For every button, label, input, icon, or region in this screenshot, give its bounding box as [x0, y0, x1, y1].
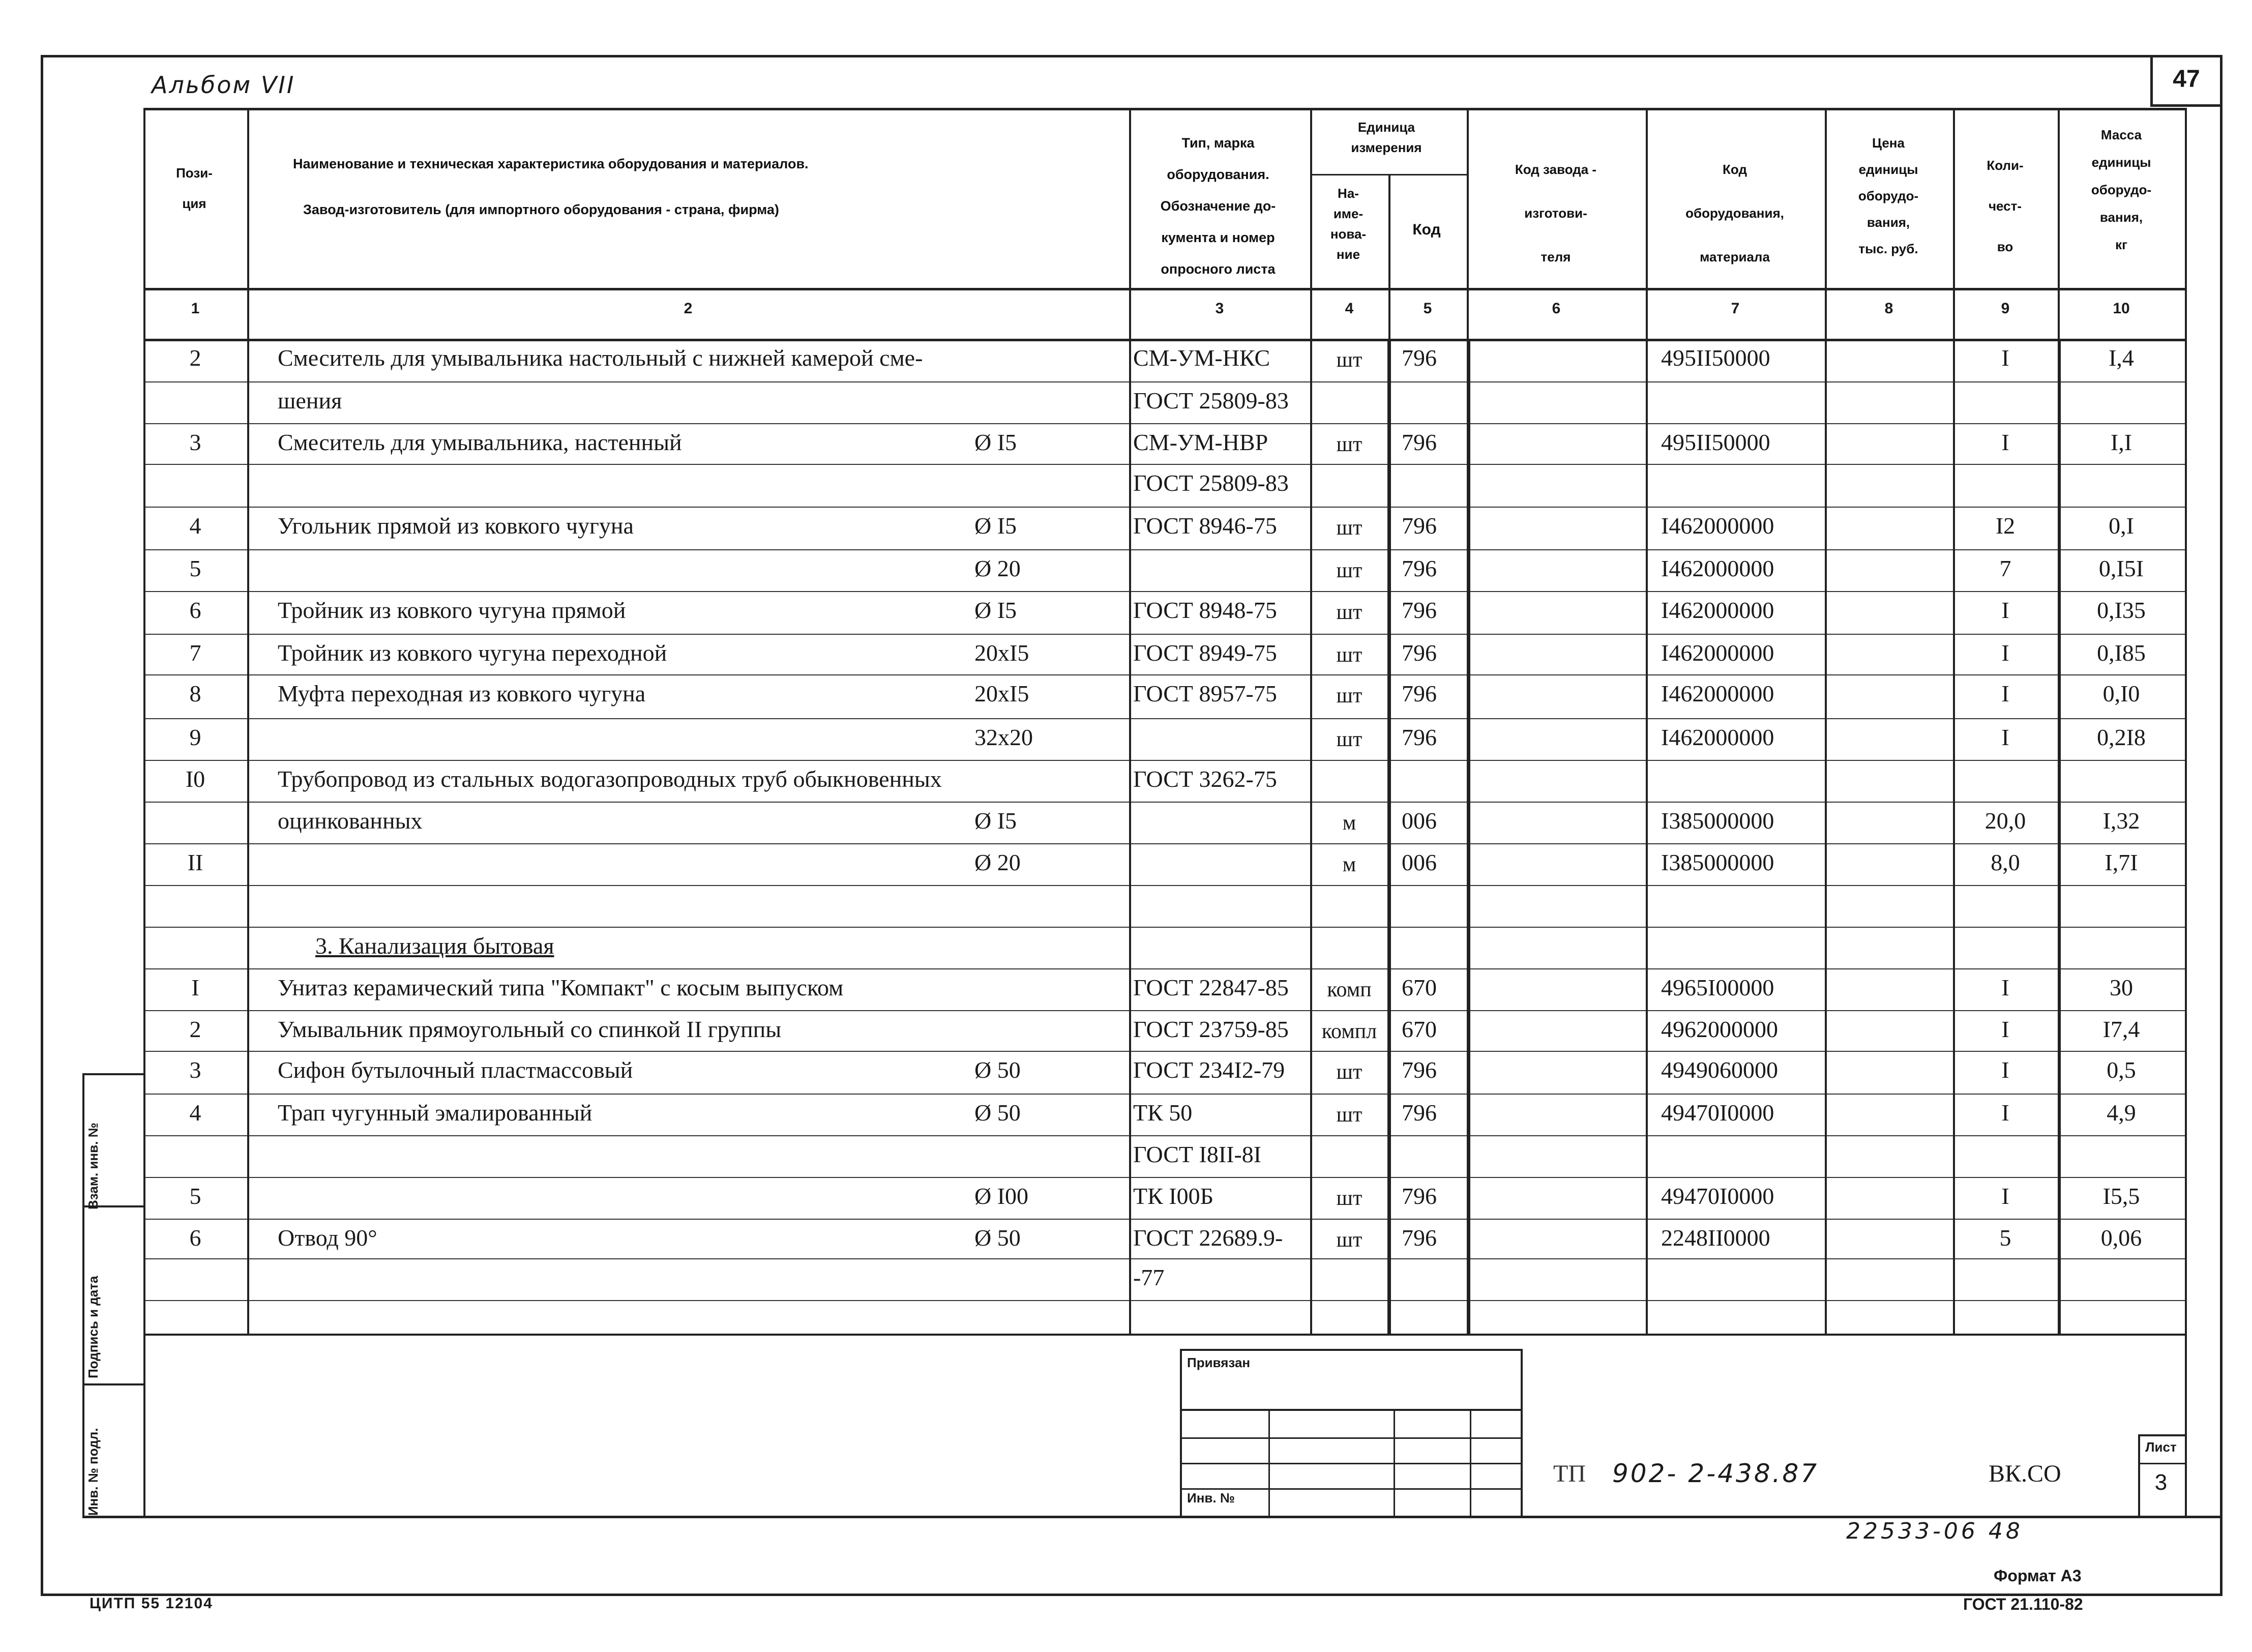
- stamp-tp: ТП: [1553, 1460, 1586, 1487]
- column-divider: [1646, 108, 1648, 1334]
- cell-equip-code: I385000000: [1661, 808, 1774, 834]
- cell-equip-code: 495II50000: [1661, 429, 1770, 455]
- privyazan-right: [1521, 1349, 1523, 1517]
- row-divider: [143, 464, 2185, 465]
- cell-name: Сифон бутылочный пластмассовый: [278, 1057, 633, 1083]
- column-divider: [1129, 108, 1131, 1334]
- cell-mass: 0,I85: [2097, 640, 2146, 666]
- cell-unit: шт: [1336, 643, 1362, 667]
- cell-type: ГОСТ I8II-8I: [1133, 1141, 1262, 1167]
- cell-mass: I,32: [2102, 808, 2140, 834]
- cell-name: оцинкованных: [278, 808, 423, 834]
- cell-unit-code: 796: [1402, 345, 1437, 371]
- column-numbers-bottom-border: [143, 339, 2185, 341]
- binding-strip-left: [82, 1073, 84, 1516]
- cell-position: I0: [185, 766, 205, 792]
- cell-equip-code: I462000000: [1661, 513, 1774, 539]
- cell-type: СМ-УМ-НВР: [1133, 429, 1268, 455]
- row-divider: [143, 674, 2185, 675]
- gost-label: ГОСТ 21.110-82: [1963, 1595, 2083, 1613]
- cell-quantity: 7: [1999, 555, 2011, 581]
- cell-unit-code: 796: [1402, 597, 1437, 623]
- cell-position: 6: [189, 597, 201, 623]
- header-unit-code: Код: [1412, 221, 1441, 238]
- cell-unit-code: 796: [1402, 555, 1437, 581]
- cell-name: Тройник из ковкого чугуна переходной: [278, 640, 667, 666]
- cell-type: ГОСТ 25809-83: [1133, 388, 1289, 414]
- cell-type: ГОСТ 8948-75: [1133, 597, 1277, 623]
- format-label: Формат А3: [1994, 1567, 2082, 1585]
- column-number: 9: [2001, 300, 2010, 317]
- cell-equip-code: I462000000: [1661, 555, 1774, 581]
- cell-unit: комп: [1327, 978, 1372, 1001]
- row-divider: [143, 1177, 2185, 1178]
- cell-mass: I,7I: [2105, 849, 2138, 875]
- cell-unit: компл: [1321, 1020, 1377, 1043]
- cell-quantity: I: [2001, 681, 2009, 706]
- row-divider: [143, 507, 2185, 508]
- row-divider: [143, 381, 2185, 382]
- list-box-divider: [2138, 1463, 2185, 1464]
- cell-unit-code: 670: [1402, 975, 1437, 1000]
- column-divider: [247, 108, 249, 1334]
- table-bottom-border: [143, 1334, 2185, 1336]
- column-number: 5: [1423, 300, 1432, 317]
- row-divider: [143, 1300, 2185, 1301]
- cell-diameter: 32x20: [974, 724, 1033, 750]
- row-divider: [143, 718, 2185, 719]
- column-number: 2: [684, 300, 693, 317]
- cell-type: ГОСТ 22689.9-: [1133, 1225, 1283, 1251]
- cell-unit: м: [1342, 811, 1356, 835]
- cell-unit: шт: [1336, 516, 1362, 540]
- stamp-inv-no: Инв. №: [1187, 1490, 1235, 1506]
- privyazan-col: [1470, 1409, 1471, 1516]
- cell-position: 7: [189, 640, 201, 666]
- citp-label: ЦИТП 55 12104: [90, 1595, 213, 1612]
- cell-position: II: [187, 849, 203, 875]
- stamp-mark: ВК.СО: [1989, 1460, 2061, 1487]
- cell-equip-code: 49470I0000: [1661, 1183, 1774, 1209]
- cell-mass: 30: [2110, 975, 2133, 1000]
- row-divider: [143, 1051, 2185, 1052]
- side-label-podpis: Подпись и дата: [85, 1276, 101, 1378]
- cell-equip-code: 49470I0000: [1661, 1100, 1774, 1126]
- cell-name: шения: [278, 388, 342, 414]
- cell-diameter: Ø 50: [974, 1225, 1021, 1251]
- cell-unit-code: 796: [1402, 513, 1437, 539]
- cell-diameter: Ø 50: [974, 1100, 1021, 1126]
- cell-unit-code: 796: [1402, 640, 1437, 666]
- cell-name: Смеситель для умывальника, настенный: [278, 429, 682, 455]
- cell-equip-code: 4962000000: [1661, 1016, 1778, 1042]
- cell-unit-code: 796: [1402, 1100, 1437, 1126]
- privyazan-left: [1180, 1349, 1182, 1517]
- cell-name: Отвод 90°: [278, 1225, 377, 1251]
- cell-position: 5: [189, 555, 201, 581]
- cell-equip-code: I462000000: [1661, 640, 1774, 666]
- binding-strip-bottom: [82, 1516, 143, 1518]
- cell-diameter: Ø I5: [974, 429, 1017, 455]
- column-number: 7: [1731, 300, 1740, 317]
- column-divider: [1825, 108, 1827, 1334]
- cell-name: Тройник из ковкого чугуна прямой: [278, 597, 626, 623]
- row-divider: [143, 1135, 2185, 1136]
- cell-mass: I,I: [2110, 429, 2132, 455]
- cell-equip-code: I462000000: [1661, 681, 1774, 706]
- column-number: 8: [1884, 300, 1893, 317]
- header-mass: Масса единицы оборудо- вания, кг: [2091, 127, 2152, 252]
- side-label-vzam: Взам. инв. №: [85, 1123, 101, 1210]
- cell-equip-code: I385000000: [1661, 849, 1774, 875]
- row-divider: [143, 549, 2185, 550]
- row-divider: [143, 968, 2185, 969]
- header-type: Тип, марка оборудования. Обозначение до- кумента и номер опросного листа: [1160, 135, 1276, 277]
- column-number: 3: [1215, 300, 1224, 317]
- cell-quantity: I: [2001, 597, 2009, 623]
- cell-unit: шт: [1336, 1228, 1362, 1252]
- cell-equip-code: 4949060000: [1661, 1057, 1778, 1083]
- cell-mass: 0,2I8: [2097, 724, 2146, 750]
- list-box-top: [2138, 1434, 2185, 1436]
- binding-strip-top: [82, 1073, 143, 1075]
- cell-unit: шт: [1336, 728, 1362, 751]
- column-divider: [1310, 108, 1312, 1334]
- cell-mass: 0,I35: [2097, 597, 2146, 623]
- cell-quantity: I: [2001, 345, 2009, 371]
- table-top-border: [143, 108, 2185, 110]
- cell-unit-code: 670: [1402, 1016, 1437, 1042]
- cell-quantity: I: [2001, 1016, 2009, 1042]
- cell-name: Умывальник прямоугольный со спинкой II группы: [278, 1016, 782, 1042]
- cell-mass: 0,5: [2107, 1057, 2136, 1083]
- cell-name: Смеситель для умывальника настольный с нижней камерой сме-: [278, 345, 923, 371]
- column-number: 1: [191, 300, 200, 317]
- cell-position: 4: [189, 1100, 201, 1126]
- cell-type: СМ-УМ-НКС: [1133, 345, 1270, 371]
- cell-type: ГОСТ 8949-75: [1133, 640, 1277, 666]
- cell-type: ГОСТ 3262-75: [1133, 766, 1277, 792]
- cell-quantity: I: [2001, 1100, 2009, 1126]
- header-price: Цена единицы оборудо- вания, тыс. руб.: [1858, 135, 1919, 256]
- header-bottom-border: [143, 288, 2185, 290]
- cell-type: -77: [1133, 1264, 1165, 1290]
- cell-quantity: I2: [1995, 513, 2016, 539]
- cell-quantity: I: [2001, 640, 2009, 666]
- column-number: 4: [1345, 300, 1354, 317]
- cell-unit-code: 796: [1402, 681, 1437, 706]
- cell-unit: м: [1342, 853, 1356, 876]
- stamp-privyazan: Привязан: [1187, 1355, 1251, 1370]
- binding-strip-divider: [82, 1383, 143, 1385]
- binding-strip-right: [143, 1073, 145, 1516]
- cell-name: 3. Канализация бытовая: [315, 933, 554, 959]
- stamp-list-label: Лист: [2145, 1439, 2177, 1455]
- cell-equip-code: 495II50000: [1661, 345, 1770, 371]
- cell-mass: I5,5: [2102, 1183, 2140, 1209]
- cell-type: ГОСТ 8946-75: [1133, 513, 1277, 539]
- cell-quantity: I: [2001, 975, 2009, 1000]
- cell-quantity: I: [2001, 724, 2009, 750]
- row-divider: [143, 591, 2185, 592]
- cell-diameter: Ø I5: [974, 597, 1017, 623]
- cell-diameter: 20xI5: [974, 640, 1029, 666]
- cell-mass: 0,I5I: [2098, 555, 2144, 581]
- cell-name: Трубопровод из стальных водогазопроводных труб обыкновенных: [278, 766, 942, 792]
- row-divider: [143, 802, 2185, 803]
- cell-position: 3: [189, 1057, 201, 1083]
- cell-type: ГОСТ 8957-75: [1133, 681, 1277, 706]
- cell-unit: шт: [1336, 1103, 1362, 1127]
- cell-equip-code: 2248II0000: [1661, 1225, 1770, 1251]
- cell-equip-code: I462000000: [1661, 597, 1774, 623]
- cell-position: 9: [189, 724, 201, 750]
- cell-equip-code: 4965I00000: [1661, 975, 1774, 1000]
- cell-mass: I,4: [2109, 345, 2134, 371]
- cell-unit: шт: [1336, 348, 1362, 372]
- header-factory-code: Код завода - изготови- теля: [1515, 162, 1597, 264]
- cell-quantity: I: [2001, 429, 2009, 455]
- column-divider: [1953, 108, 1955, 1334]
- page-number: 47: [2173, 66, 2200, 93]
- stamp-list-number: 3: [2154, 1470, 2168, 1495]
- row-divider: [143, 843, 2185, 844]
- right-table-border: [2185, 108, 2187, 1517]
- cell-position: 2: [189, 345, 201, 371]
- cell-unit: шт: [1336, 1187, 1362, 1210]
- cell-quantity: 20,0: [1984, 808, 2026, 834]
- row-divider: [143, 1219, 2185, 1220]
- cell-diameter: Ø I5: [974, 513, 1017, 539]
- header-equip-code: Код оборудования, материала: [1685, 162, 1784, 264]
- cell-mass: 4,9: [2107, 1100, 2136, 1126]
- cell-quantity: I: [2001, 1057, 2009, 1083]
- cell-diameter: Ø 50: [974, 1057, 1021, 1083]
- heavy-divider: [1467, 339, 1470, 1334]
- cell-type: ГОСТ 23759-85: [1133, 1016, 1289, 1042]
- cell-unit: шт: [1336, 433, 1362, 456]
- cell-unit: шт: [1336, 601, 1362, 624]
- row-divider: [143, 1258, 2185, 1259]
- row-divider: [143, 927, 2185, 928]
- cell-name: Муфта переходная из ковкого чугуна: [278, 681, 646, 706]
- header-position: Пози- ция: [176, 165, 213, 211]
- cell-unit: шт: [1336, 1060, 1362, 1084]
- column-number: 10: [2113, 300, 2130, 317]
- cell-mass: 0,I: [2109, 513, 2134, 539]
- header-name-line2: Завод-изготовитель (для импортного оборудования - страна, фирма): [303, 202, 779, 217]
- cell-type: ГОСТ 25809-83: [1133, 470, 1289, 496]
- cell-mass: 0,06: [2100, 1225, 2142, 1251]
- cell-unit-code: 796: [1402, 1183, 1437, 1209]
- cell-position: 4: [189, 513, 201, 539]
- header-qty: Коли- чест- во: [1987, 158, 2024, 254]
- cell-unit-code: 796: [1402, 1057, 1437, 1083]
- cell-diameter: Ø 20: [974, 555, 1021, 581]
- side-label-inv: Инв. № подл.: [85, 1428, 101, 1516]
- row-divider: [143, 885, 2185, 886]
- cell-position: 2: [189, 1016, 201, 1042]
- row-divider: [143, 1010, 2185, 1011]
- row-divider: [143, 760, 2185, 761]
- cell-unit-code: 006: [1402, 808, 1437, 834]
- row-divider: [143, 634, 2185, 635]
- cell-type: ГОСТ 234I2-79: [1133, 1057, 1285, 1083]
- cell-quantity: 5: [1999, 1225, 2011, 1251]
- cell-unit-code: 796: [1402, 1225, 1437, 1251]
- cell-position: 5: [189, 1183, 201, 1209]
- header-unit: Единица измерения: [1351, 120, 1422, 155]
- cell-type: ТК 50: [1133, 1100, 1193, 1126]
- cell-name: Угольник прямой из ковкого чугуна: [278, 513, 634, 539]
- cell-mass: I7,4: [2102, 1016, 2140, 1042]
- cell-position: I: [191, 975, 199, 1000]
- cell-unit-code: 006: [1402, 849, 1437, 875]
- row-divider: [143, 423, 2185, 424]
- cell-unit: шт: [1336, 684, 1362, 707]
- cell-diameter: 20xI5: [974, 681, 1029, 706]
- cell-type: ГОСТ 22847-85: [1133, 975, 1289, 1000]
- cell-position: 3: [189, 429, 201, 455]
- header-name-line1: Наименование и техническая характеристика оборудования и материалов.: [293, 156, 809, 171]
- privyazan-col: [1394, 1409, 1395, 1516]
- privyazan-col: [1268, 1409, 1270, 1516]
- header-unit-name: На- име- нова- ние: [1330, 186, 1367, 262]
- column-number: 6: [1552, 300, 1561, 317]
- cell-type: ТК I00Б: [1133, 1183, 1214, 1209]
- cell-name: Трап чугунный эмалированный: [278, 1100, 592, 1126]
- cell-name: Унитаз керамический типа "Компакт" с косым выпуском: [278, 975, 844, 1000]
- cell-diameter: Ø I5: [974, 808, 1017, 834]
- cell-quantity: 8,0: [1991, 849, 2020, 875]
- handwritten-number: 22533-06 48: [1846, 1518, 2023, 1544]
- cell-equip-code: I462000000: [1661, 724, 1774, 750]
- row-divider: [143, 1094, 2185, 1095]
- cell-unit-code: 796: [1402, 724, 1437, 750]
- album-title: Альбом VII: [152, 71, 295, 99]
- stamp-doc-number: 902- 2-438.87: [1612, 1459, 1819, 1488]
- cell-diameter: Ø 20: [974, 849, 1021, 875]
- cell-position: 6: [189, 1225, 201, 1251]
- cell-unit: шт: [1336, 559, 1362, 582]
- cell-position: 8: [189, 681, 201, 706]
- cell-quantity: I: [2001, 1183, 2009, 1209]
- privyazan-top: [1180, 1349, 1521, 1351]
- cell-diameter: Ø I00: [974, 1183, 1029, 1209]
- cell-mass: 0,I0: [2102, 681, 2140, 706]
- cell-unit-code: 796: [1402, 429, 1437, 455]
